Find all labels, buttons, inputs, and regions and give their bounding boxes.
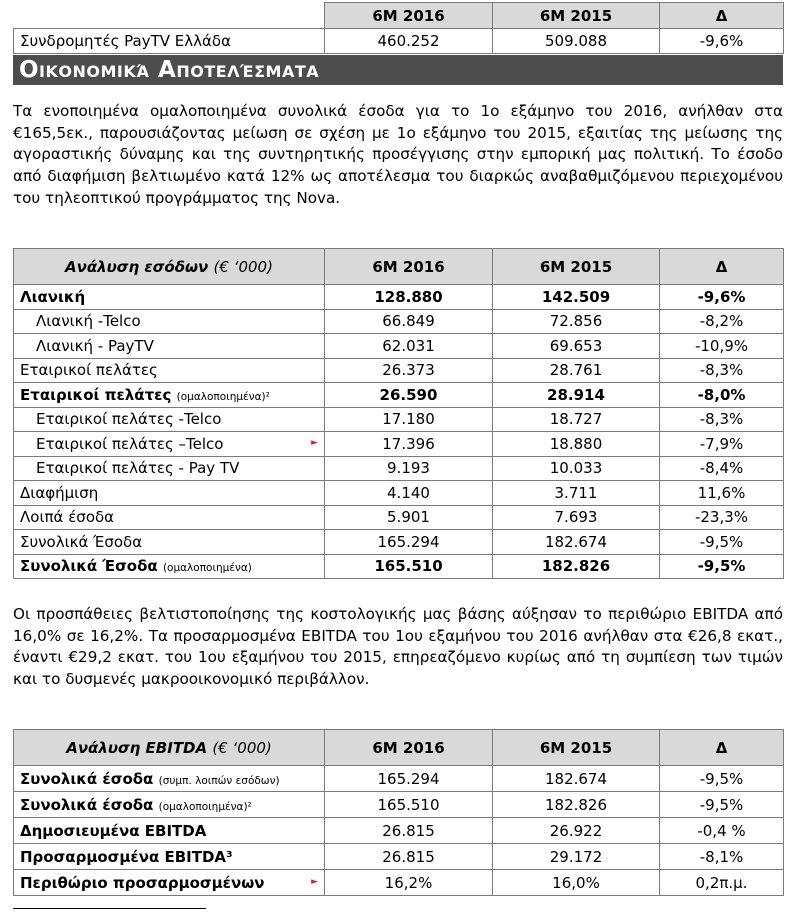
row-label: Προσαρμοσμένα EBITDA³ bbox=[14, 844, 325, 870]
row-note: (ομαλοποιημένα)² bbox=[176, 390, 270, 403]
value-2016: 16,2% bbox=[325, 870, 493, 896]
row-note: (συμπ. λοιπών εσόδων) bbox=[158, 774, 280, 787]
value-delta: -7,9% bbox=[660, 432, 784, 457]
table-row bbox=[14, 870, 784, 896]
value-2016: 165.294 bbox=[325, 530, 493, 555]
row-label: Εταιρικοί πελάτες - Pay TV bbox=[14, 456, 325, 481]
header-6m2016: 6M 2016 bbox=[325, 3, 493, 29]
value-2015: 28.914 bbox=[493, 383, 660, 408]
value-delta: -9,6% bbox=[660, 29, 784, 54]
value-2016: 26.815 bbox=[325, 844, 493, 870]
header-6m2015: 6M 2015 bbox=[493, 3, 660, 29]
table-row bbox=[14, 358, 784, 383]
row-label: Λοιπά έσοδα bbox=[14, 505, 325, 530]
value-delta: -8,3% bbox=[660, 407, 784, 432]
value-2015: 10.033 bbox=[493, 456, 660, 481]
value-2016: 26.590 bbox=[325, 383, 493, 408]
row-note: (ομαλοποιημένα)² bbox=[158, 800, 252, 813]
value-2015: 16,0% bbox=[493, 870, 660, 896]
value-2016: 165.294 bbox=[325, 766, 493, 792]
table-row bbox=[14, 818, 784, 844]
value-delta: -23,3% bbox=[660, 505, 784, 530]
table-row bbox=[14, 792, 784, 818]
header-6m2016: 6M 2016 bbox=[325, 730, 493, 766]
value-2016: 128.880 bbox=[325, 285, 493, 310]
header-delta: Δ bbox=[660, 3, 784, 29]
value-2015: 29.172 bbox=[493, 844, 660, 870]
value-2016: 9.193 bbox=[325, 456, 493, 481]
table-row bbox=[14, 766, 784, 792]
table-row bbox=[14, 432, 784, 457]
row-label-cell bbox=[14, 383, 325, 408]
table-row bbox=[14, 383, 784, 408]
value-2016: 165.510 bbox=[325, 792, 493, 818]
value-2015: 28.761 bbox=[493, 358, 660, 383]
table-row bbox=[14, 530, 784, 555]
value-2015: 182.674 bbox=[493, 766, 660, 792]
table-row bbox=[14, 407, 784, 432]
value-2016: 26.815 bbox=[325, 818, 493, 844]
row-label-cell bbox=[14, 432, 325, 457]
row-label: Εταιρικοί πελάτες -Telco bbox=[14, 407, 325, 432]
value-delta: -8,4% bbox=[660, 456, 784, 481]
footnote-separator bbox=[13, 908, 206, 909]
row-label: Διαφήμιση bbox=[14, 481, 325, 506]
section-title: Οικονομικά Αποτελέσματα bbox=[13, 55, 783, 85]
header-unit: (€ ‘000) bbox=[213, 257, 273, 276]
table-header-row bbox=[14, 249, 784, 285]
value-2015: 7.693 bbox=[493, 505, 660, 530]
header-delta: Δ bbox=[660, 730, 784, 766]
table-row bbox=[14, 554, 784, 579]
table-row bbox=[14, 285, 784, 310]
value-delta: -9,5% bbox=[660, 766, 784, 792]
value-2016: 4.140 bbox=[325, 481, 493, 506]
row-label: Εταιρικοί πελάτες bbox=[20, 385, 172, 404]
table-row bbox=[14, 334, 784, 359]
value-delta: -9,6% bbox=[660, 285, 784, 310]
table-row bbox=[14, 844, 784, 870]
table-row bbox=[14, 505, 784, 530]
table-row bbox=[14, 456, 784, 481]
value-2015: 26.922 bbox=[493, 818, 660, 844]
value-2016: 26.373 bbox=[325, 358, 493, 383]
row-label: Συνδρομητές PayTV Ελλάδα bbox=[14, 29, 325, 54]
value-2015: 3.711 bbox=[493, 481, 660, 506]
value-2016: 5.901 bbox=[325, 505, 493, 530]
value-2015: 72.856 bbox=[493, 309, 660, 334]
row-label: Εταιρικοί πελάτες –Telco bbox=[36, 434, 224, 453]
value-2016: 66.849 bbox=[325, 309, 493, 334]
value-2015: 18.727 bbox=[493, 407, 660, 432]
table-row bbox=[14, 481, 784, 506]
table-header-row bbox=[14, 3, 784, 29]
value-2015: 182.826 bbox=[493, 554, 660, 579]
row-label-cell bbox=[14, 766, 325, 792]
value-2016: 17.180 bbox=[325, 407, 493, 432]
header-label-cell bbox=[14, 730, 325, 766]
row-label-cell bbox=[14, 792, 325, 818]
row-label: Λιανική - PayTV bbox=[14, 334, 325, 359]
comment-marker-icon[interactable]: ► bbox=[311, 437, 318, 448]
header-label-cell bbox=[14, 249, 325, 285]
row-label: Συνολικά Έσοδα bbox=[14, 530, 325, 555]
row-label: Συνολικά έσοδα bbox=[20, 769, 154, 788]
row-label-cell bbox=[14, 870, 325, 896]
header-empty-cell bbox=[14, 3, 325, 29]
table-row bbox=[14, 309, 784, 334]
value-delta: -8,1% bbox=[660, 844, 784, 870]
value-2015: 18.880 bbox=[493, 432, 660, 457]
value-delta: -0,4 % bbox=[660, 818, 784, 844]
row-label: Εταιρικοί πελάτες bbox=[14, 358, 325, 383]
row-label: Δημοσιευμένα EBITDA bbox=[14, 818, 325, 844]
value-2015: 69.653 bbox=[493, 334, 660, 359]
value-delta: -8,2% bbox=[660, 309, 784, 334]
value-2016: 62.031 bbox=[325, 334, 493, 359]
comment-marker-icon[interactable]: ► bbox=[311, 876, 318, 887]
value-delta: -9,5% bbox=[660, 554, 784, 579]
value-delta: -8,3% bbox=[660, 358, 784, 383]
header-6m2016: 6M 2016 bbox=[325, 249, 493, 285]
header-unit: (€ ‘000) bbox=[212, 738, 272, 757]
header-6m2015: 6M 2015 bbox=[493, 249, 660, 285]
row-label: Συνολικά Έσοδα bbox=[20, 557, 158, 576]
value-delta: 0,2π.μ. bbox=[660, 870, 784, 896]
header-label: Ανάλυση εσόδων bbox=[65, 257, 209, 276]
value-delta: 11,6% bbox=[660, 481, 784, 506]
row-label: Συνολικά έσοδα bbox=[20, 795, 154, 814]
value-delta: -9,5% bbox=[660, 530, 784, 555]
value-2015: 182.674 bbox=[493, 530, 660, 555]
ebitda-analysis-table bbox=[13, 729, 784, 896]
value-delta: -9,5% bbox=[660, 792, 784, 818]
value-2016: 17.396 bbox=[325, 432, 493, 457]
revenue-paragraph: Τα ενοποιημένα ομαλοποιημένα συνολικά έσοδα για το 1ο εξάμηνο του 2016, ανήλθαν στα €165,5εκ., παρουσιάζοντας μείωση σε σχέση με 1ο εξάμηνο του 2015, εξαιτίας της μείωσης της αγοραστικής δύναμης και της συντηρητικής προσέγγισης στην εμπορική μας πολιτική. Το έσοδο από διαφήμιση βελτιωμένο κατά 12% ως αποτέλεσμα του διαρκώς αναβαθμιζόμενου περιεχομένου του τηλεοπτικού προγράμματος της Nova. bbox=[13, 102, 783, 207]
ebitda-paragraph: Οι προσπάθειες βελτιστοποίησης της κοστολογικής μας βάσης αύξησαν το περιθώριο EBITDA από 16,0% σε 16,2%. Τα προσαρμοσμένα EBITDA του 1ου εξαμήνου του 2016 ανήλθαν στα €26,8 εκατ., έναντι €29,2 εκατ. του 1ου εξαμήνου του 2015, επηρεαζόμενο κυρίως από τη συμπίεση των τιμών και το δυσμενές μακροοικονομικό περιβάλλον. bbox=[13, 605, 783, 689]
subscribers-table bbox=[13, 2, 784, 54]
revenue-analysis-table bbox=[13, 248, 784, 579]
row-label: Λιανική -Telco bbox=[14, 309, 325, 334]
row-label: Λιανική bbox=[14, 285, 325, 310]
row-label: Περιθώριο προσαρμοσμένων bbox=[20, 873, 265, 892]
header-6m2015: 6M 2015 bbox=[493, 730, 660, 766]
row-label-cell bbox=[14, 554, 325, 579]
row-note: (ομαλοποιημένα) bbox=[162, 562, 252, 575]
value-2015: 509.088 bbox=[493, 29, 660, 54]
value-delta: -8,0% bbox=[660, 383, 784, 408]
value-2015: 142.509 bbox=[493, 285, 660, 310]
value-delta: -10,9% bbox=[660, 334, 784, 359]
value-2015: 182.826 bbox=[493, 792, 660, 818]
header-delta: Δ bbox=[660, 249, 784, 285]
value-2016: 165.510 bbox=[325, 554, 493, 579]
table-row bbox=[14, 29, 784, 54]
header-label: Ανάλυση EBITDA bbox=[66, 738, 208, 757]
value-2016: 460.252 bbox=[325, 29, 493, 54]
table-header-row bbox=[14, 730, 784, 766]
